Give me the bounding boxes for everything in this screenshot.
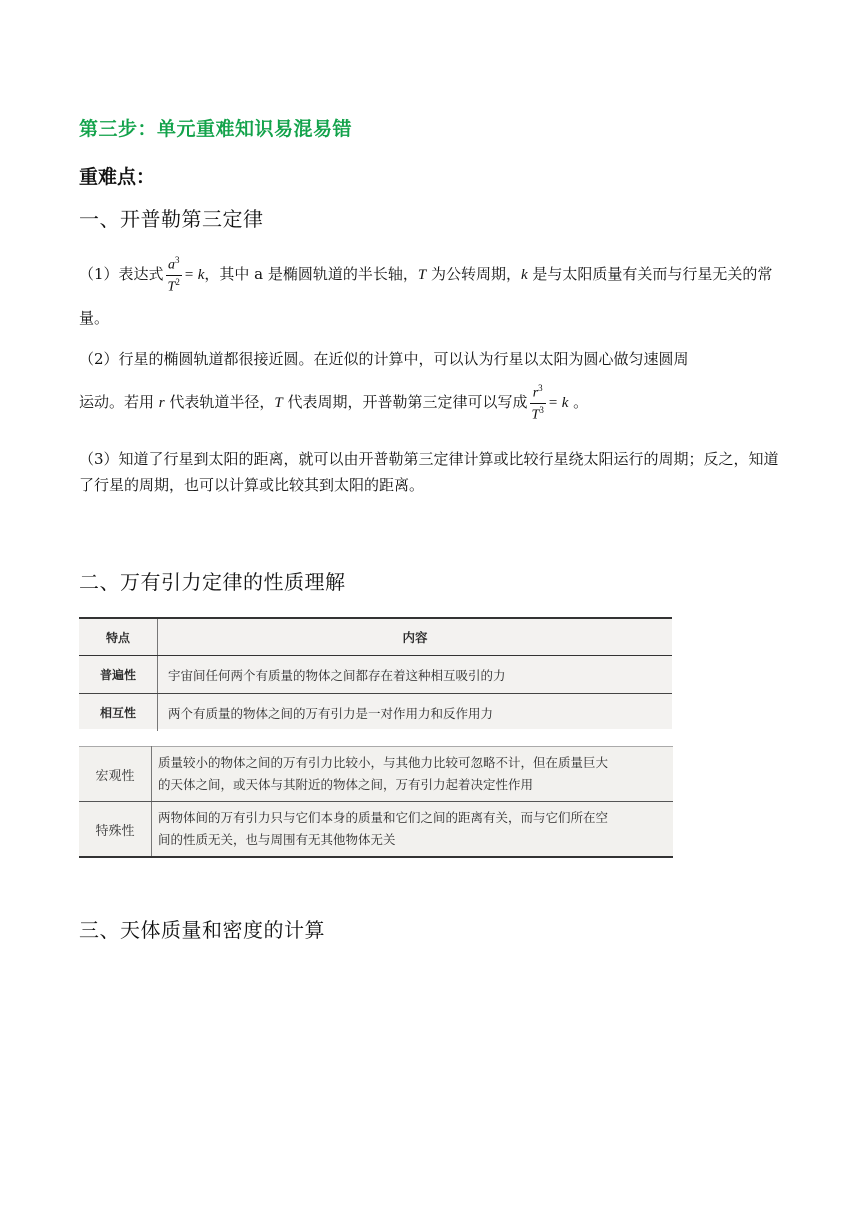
kepler-p2-line1: （2）行星的椭圆轨道都很接近圆。在近似的计算中，可以认为行星以太阳为圆心做匀速圆周 [79, 350, 689, 368]
formula2-denominator: T [531, 407, 540, 423]
formula1-numerator: a [167, 257, 175, 273]
gravitation-properties-table-2 [79, 746, 673, 858]
kepler-p2-line2 [79, 384, 785, 422]
row-content-line: 两物体间的万有引力只与它们本身的质量和它们之间的距离有关，而与它们所在空 [158, 810, 609, 825]
kepler-p2-a: 运动。若用 [79, 393, 159, 412]
row-content [152, 747, 674, 802]
kepler-formula-2 [530, 384, 546, 422]
row-content-line: 的天体之间，或天体与其附近的物体之间，万有引力起着决定性作用 [158, 777, 534, 792]
kepler-p2-b: 代表轨道半径， [164, 393, 275, 412]
formula2-rhs: = k [547, 395, 569, 412]
formula1-denominator: T [167, 279, 176, 295]
table-header-row [79, 618, 672, 656]
kepler-p1-prefix: （1）表达式 [79, 265, 164, 283]
gravitation-properties-table-1 [79, 617, 672, 729]
formula1-denominator-exponent: 2 [175, 276, 180, 287]
kepler-p1-k: k [520, 267, 528, 283]
kepler-point-1 [79, 252, 785, 340]
formula2-denominator-exponent: 3 [539, 404, 544, 415]
step-title: 第三步：单元重难知识易混易错 [79, 118, 353, 140]
kepler-p2-c: 代表周期，开普勒第三定律可以写成 [282, 393, 528, 412]
row-content: 两个有质量的物体之间的万有引力是一对作用力和反作用力 [168, 705, 494, 721]
kepler-p1-text-c: 是与太阳质量有关而与行星无关的常量。 [79, 265, 773, 327]
header-feature: 特点 [79, 618, 158, 656]
section-heading-kepler: 一、开普勒第三定律 [79, 207, 264, 231]
table-row [79, 694, 672, 732]
kepler-p1-text-b: 为公转周期， [426, 265, 521, 283]
row-content [152, 802, 674, 858]
formula2-numerator-exponent: 3 [538, 383, 543, 393]
section-heading-celestial-mass: 三、天体质量和密度的计算 [79, 918, 325, 942]
row-label: 普遍性 [79, 656, 158, 694]
kepler-point-3: （3）知道了行星到太阳的距离，就可以由开普勒第三定律计算或比较行星绕太阳运行的周期；反之，知道了行星的周期，也可以计算或比较其到太阳的距离。 [79, 450, 779, 494]
kepler-formula-1 [166, 256, 182, 294]
kepler-point-2 [79, 348, 785, 422]
header-content: 内容 [158, 618, 673, 656]
row-label: 特殊性 [79, 802, 152, 858]
row-content: 宇宙间任何两个有质量的物体之间都存在着这种相互吸引的力 [158, 656, 673, 694]
formula1-numerator-exponent: 3 [174, 254, 180, 265]
formula1-rhs: = k [183, 267, 205, 283]
kepler-p2-end: 。 [568, 393, 589, 412]
table-row [79, 747, 673, 802]
formula2-numerator: r [532, 385, 539, 401]
kepler-p1-T: T [417, 267, 427, 283]
row-label: 宏观性 [79, 747, 152, 802]
key-points-label: 重难点： [79, 166, 156, 188]
kepler-p2-T: T [274, 395, 283, 412]
table-row [79, 656, 672, 694]
kepler-p2-r: r [158, 395, 165, 412]
row-label: 相互性 [79, 694, 158, 732]
section-heading-gravitation: 二、万有引力定律的性质理解 [79, 570, 346, 594]
row-content-line: 质量较小的物体之间的万有引力比较小，与其他力比较可忽略不计，但在质量巨大 [158, 755, 609, 770]
table-row [79, 802, 673, 858]
kepler-p1-text-a: ，其中 a 是椭圆轨道的半长轴， [204, 265, 418, 283]
row-content-line: 间的性质无关，也与周围有无其他物体无关 [158, 832, 396, 847]
